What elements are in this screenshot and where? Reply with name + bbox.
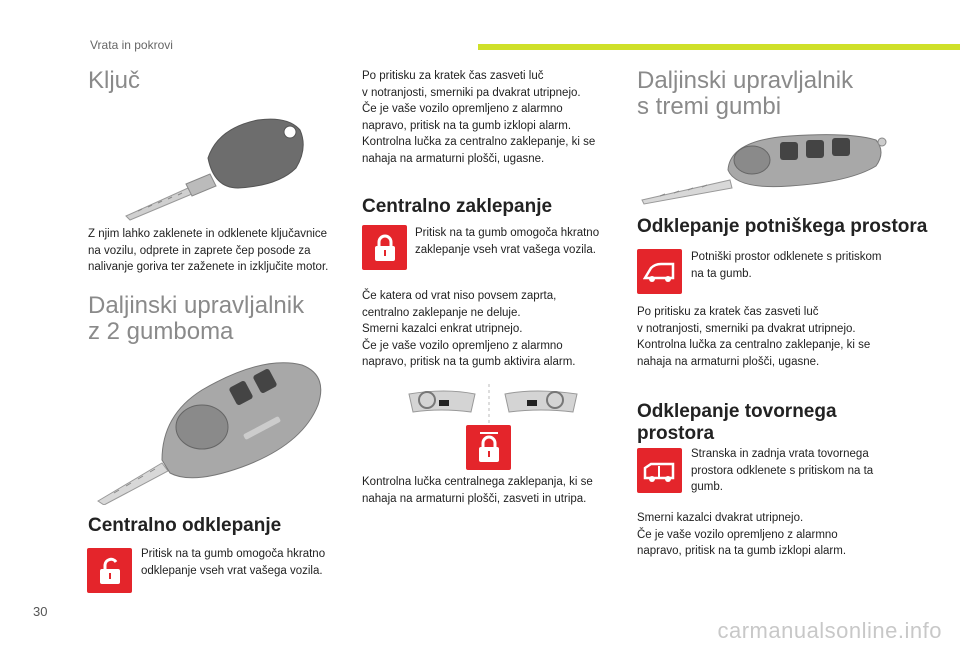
- header-accent-bar: [478, 44, 960, 50]
- key-image: [118, 108, 318, 223]
- remote-3-button-image: [640, 130, 890, 205]
- unlock-description: Pritisk na ta gumb omogoča hkratno odklepanje vseh vrat vašega vozila.: [141, 548, 326, 577]
- car-cabin-icon: [643, 260, 677, 284]
- remote2-intro-text: Po pritisku za kratek čas zasveti luč v notranjosti, smerniki pa dvakrat utripnejo. Če je vaše vozilo opremljeno z alarmno napravo, pritisk na ta gumb izklopi alarm. Kontrolna lučka za centralno zaklepanje, ki se nahaja na armaturni plošči, ugasne.: [362, 70, 596, 165]
- remote2-title: Daljinski upravljalnik z 2 gumboma: [88, 292, 305, 345]
- lock-description: Če katera od vrat niso povsem zaprta, centralno zaklepanje ne deluje. Smerni kazalci enkrat utripnejo. Če je vaše vozilo opremljeno z alarmno napravo, pritisk na ta gumb aktivira alarm.: [362, 290, 576, 368]
- remote3-title: Daljinski upravljalnik s tremi gumbi: [637, 67, 854, 120]
- cabin-unlock-icon-description: Potniški prostor odklenete s pritiskom na ta gumb.: [691, 251, 882, 280]
- unlocked-padlock-icon: [97, 556, 123, 586]
- lock-warning-lamp-icon: [466, 425, 511, 470]
- unlock-button-icon: [87, 548, 132, 593]
- unlock-title: Centralno odklepanje: [88, 515, 282, 536]
- lock-title: Centralno zaklepanje: [362, 196, 553, 217]
- page-number: 30: [33, 604, 48, 619]
- cargo-unlock-key-button: [832, 138, 850, 156]
- cargo-unlock-button-icon: [637, 448, 682, 493]
- cabin-unlock-key-button: [780, 142, 798, 160]
- lamp-description: Kontrolna lučka centralnega zaklepanja, ki se nahaja na armaturni plošči, zasveti in utripa.: [362, 476, 593, 505]
- lock-key-button: [806, 140, 824, 158]
- watermark: carmanualsonline.info: [717, 618, 942, 643]
- cabin-unlock-title: Odklepanje potniškega prostora: [637, 216, 928, 237]
- cabin-unlock-button-icon: [637, 249, 682, 294]
- key-title: Ključ: [88, 67, 141, 94]
- van-cargo-icon: [643, 458, 677, 484]
- cargo-unlock-icon-description: Stranska in zadnja vrata tovornega prostora odklenete s pritiskom na ta gumb.: [691, 448, 874, 493]
- locked-padlock-icon: [372, 233, 398, 263]
- remote-2-button-image: [92, 345, 332, 505]
- key-description: Z njim lahko zaklenete in odklenete ključavnice na vozilu, odprete in zaprete čep posode za nalivanje goriva ter zaženete in izključite motor.: [88, 228, 329, 273]
- cabin-unlock-description: Po pritisku za kratek čas zasveti luč v notranjosti, smerniki pa dvakrat utripnejo. Kontrolna lučka za centralno zaklepanje, ki se nahaja na armaturni plošči, ugasne.: [637, 306, 871, 368]
- lock-button-icon: [362, 225, 407, 270]
- section-header: Vrata in pokrovi: [90, 38, 173, 52]
- dashboard-image: [405, 384, 585, 426]
- padlock-lamp-icon: [476, 432, 502, 464]
- lock-icon-description: Pritisk na ta gumb omogoča hkratno zaklepanje vseh vrat vašega vozila.: [415, 227, 600, 256]
- cargo-unlock-title: Odklepanje tovornega prostora: [637, 401, 837, 444]
- cargo-unlock-description: Smerni kazalci dvakrat utripnejo. Če je vaše vozilo opremljeno z alarmno napravo, pritisk na ta gumb izklopi alarm.: [637, 512, 847, 557]
